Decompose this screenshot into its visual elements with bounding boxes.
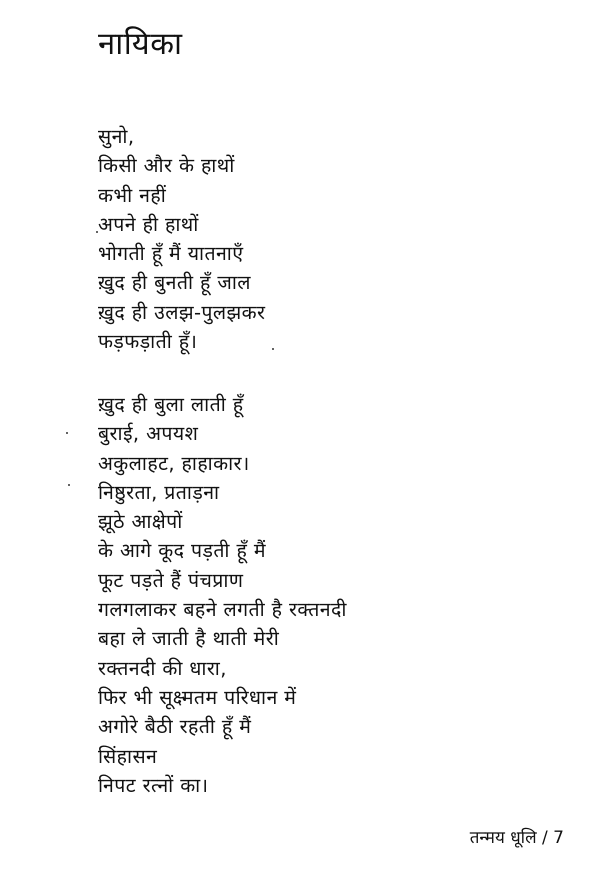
poem-line: फड़फड़ाती हूँ। [98, 330, 198, 354]
page-footer [470, 826, 564, 850]
poem-title: नायिका [98, 26, 183, 62]
poem-line: अगोरे बैठी रहती हूँ मैं [98, 715, 252, 739]
page-number: 7 [553, 828, 564, 848]
poem-line: झूठे आक्षेपों [98, 510, 183, 534]
poem-line: ख़ुद ही बुनती हूँ जाल [98, 271, 251, 295]
poem-line: अकुलाहट, हाहाकार। [98, 451, 250, 475]
poem-line: सिंहासन [98, 744, 158, 768]
poem-line: बहा ले जाती है थाती मेरी [98, 627, 280, 651]
stanza-2 [98, 390, 347, 800]
poem-line: ख़ुद ही उलझ-पुलझकर [98, 300, 266, 324]
poem-line: रक्तनदी की धारा, [98, 656, 227, 680]
stanza-1 [98, 122, 265, 356]
poem-line: गलगलाकर बहने लगती है रक्तनदी [98, 598, 347, 622]
scan-speck [96, 231, 98, 233]
poem-line: ख़ुद ही बुला लाती हूँ [98, 393, 244, 416]
poem-line: कभी नहीं [98, 183, 167, 207]
poem-line: बुराई, अपयश [98, 422, 199, 446]
poem-line: के आगे कूद पड़ती हूँ मैं [98, 539, 266, 563]
footer-separator: / [542, 828, 548, 848]
poem-line: निपट रत्नों का। [98, 773, 209, 797]
poem-line: भोगती हूँ मैं यातनाएँ [98, 242, 244, 266]
book-title: तन्मय धूलि [469, 828, 537, 848]
poem-line: सुनो, [98, 125, 135, 148]
scan-speck [68, 484, 70, 486]
poem-line: निष्ठुरता, प्रताड़ना [98, 480, 220, 504]
poem-line: अपने ही हाथों [98, 212, 199, 236]
scan-speck [66, 432, 68, 434]
poem-line: फूट पड़ते हैं पंचप्राण [98, 568, 244, 592]
poem-line: किसी और के हाथों [98, 154, 235, 178]
scan-speck [272, 348, 274, 350]
poem-line: फिर भी सूक्ष्मतम परिधान में [98, 685, 297, 709]
